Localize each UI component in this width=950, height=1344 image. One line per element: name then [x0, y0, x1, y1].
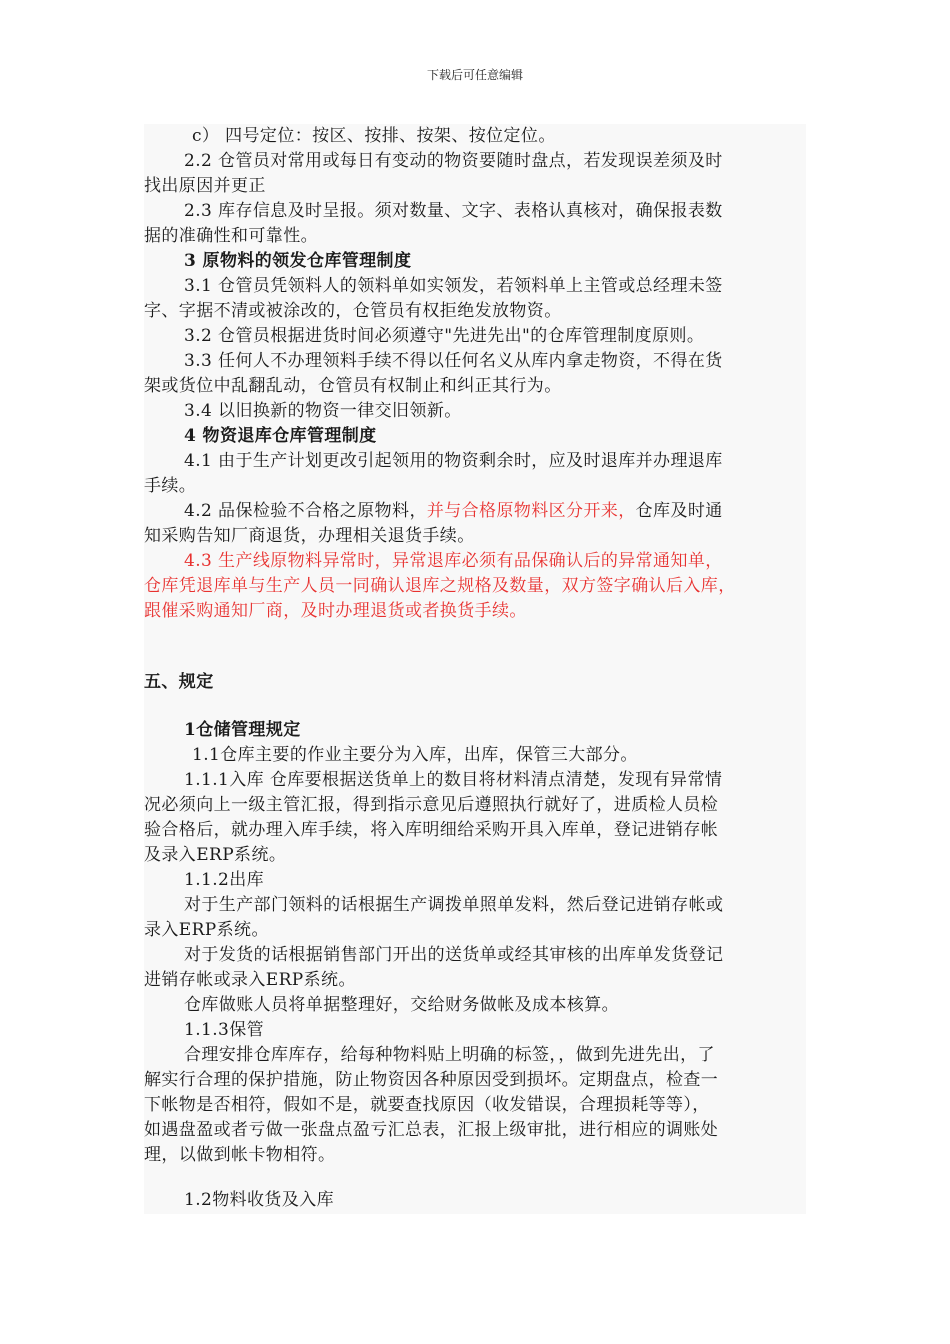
paragraph-2-2-line1: 2.2 仓管员对常用或每日有变动的物资要随时盘点，若发现误差须及时 — [184, 151, 723, 171]
paragraph-3-3-line2: 架或货位中乱翻乱动，仓管员有权制止和纠正其行为。 — [144, 376, 562, 396]
paragraph-4-2-highlight: 并与合格原物料区分开来， — [426, 501, 636, 521]
paragraph-1-1-1-line3: 验合格后，就办理入库手续，将入库明细给采购开具入库单，登记进销存帐 — [144, 820, 719, 840]
paragraph-2-3-line1: 2.3 库存信息及时呈报。须对数量、文字、表格认真核对，确保报表数 — [184, 201, 723, 221]
paragraph-1-1-1-line2: 况必须向上一级主管汇报，得到指示意见后遵照执行就好了，进质检人员检 — [144, 795, 719, 815]
paragraph-4-2-line2: 知采购告知厂商退货，办理相关退货手续。 — [144, 526, 475, 546]
paragraph-1-1: 1.1仓库主要的作业主要分为入库，出库，保管三大部分。 — [192, 745, 638, 765]
paragraph-4-3-line2: 仓库凭退库单与生产人员一同确认退库之规格及数量，双方签字确认后入库， — [144, 576, 736, 596]
paragraph-1-1-3-line3: 下帐物是否相符，假如不是，就要查找原因（收发错误，合理损耗等等）， — [144, 1095, 710, 1115]
section-5-title: 五、规定 — [144, 672, 214, 692]
paragraph-1-1-1-line1: 1.1.1入库 仓库要根据送货单上的数目将材料清点清楚，发现有异常情 — [184, 770, 723, 790]
paragraph-3-1-line1: 3.1 仓管员凭领料人的领料单如实领发，若领料单上主管或总经理未签 — [184, 276, 723, 296]
paragraph-1-1-2-c: 仓库做账人员将单据整理好，交给财务做帐及成本核算。 — [184, 995, 619, 1015]
paragraph-1-1-2-b-line1: 对于发货的话根据销售部门开出的送货单或经其审核的出库单发货登记 — [184, 945, 724, 965]
paragraph-3-3-line1: 3.3 任何人不办理领料手续不得以任何名义从库内拿走物资，不得在货 — [184, 351, 723, 371]
paragraph-2-2-line2: 找出原因并更正 — [144, 176, 266, 196]
paragraph-2-3-line2: 据的准确性和可靠性。 — [144, 226, 318, 246]
paragraph-4-2-part-a: 4.2 品保检验不合格之原物料， — [184, 501, 427, 521]
section-4-title: 4 物资退库仓库管理制度 — [184, 426, 377, 446]
paragraph-3-4: 3.4 以旧换新的物资一律交旧领新。 — [184, 401, 462, 421]
paragraph-4-2-line1 — [144, 499, 806, 524]
paragraph-4-1-line2: 手续。 — [144, 476, 197, 496]
paragraph-3-2: 3.2 仓管员根据进货时间必须遵守"先进先出"的仓库管理制度原则。 — [184, 326, 705, 346]
paragraph-4-1-line1: 4.1 由于生产计划更改引起领用的物资剩余时，应及时退库并办理退库 — [184, 451, 723, 471]
paragraph-4-2-part-b: 仓库及时通 — [635, 501, 723, 521]
section-2-continued — [144, 124, 806, 624]
paragraph-c: c） 四号定位：按区、按排、按架、按位定位。 — [192, 126, 556, 146]
paragraph-1-1-3-title: 1.1.3保管 — [184, 1020, 265, 1040]
section-1-2-block — [144, 1188, 806, 1213]
page-header: 下载后可任意编辑 — [426, 68, 523, 82]
subsection-1-title: 1仓储管理规定 — [184, 720, 301, 740]
paragraph-1-1-3-line4: 如遇盘盈或者亏做一张盘点盈亏汇总表，汇报上级审批，进行相应的调账处 — [144, 1120, 719, 1140]
paragraph-4-3-line3: 跟催采购通知厂商，及时办理退货或者换货手续。 — [144, 601, 527, 621]
section-5-body — [144, 718, 806, 1168]
paragraph-1-1-2-a-line1: 对于生产部门领料的话根据生产调拨单照单发料，然后登记进销存帐或 — [184, 895, 724, 915]
paragraph-1-1-2-b-line2: 进销存帐或录入ERP系统。 — [144, 970, 356, 990]
paragraph-1-1-1-line4: 及录入ERP系统。 — [144, 845, 287, 865]
paragraph-1-1-2-title: 1.1.2出库 — [184, 870, 265, 890]
paragraph-1-1-3-line5: 理，以做到帐卡物相符。 — [144, 1145, 336, 1165]
paragraph-3-1-line2: 字、字据不清或被涂改的，仓管员有权拒绝发放物资。 — [144, 301, 562, 321]
paragraph-1-1-3-line1: 合理安排仓库库存，给每种物料贴上明确的标签，，做到先进先出，了 — [184, 1045, 715, 1065]
section-3-title: 3 原物料的领发仓库管理制度 — [184, 251, 412, 271]
paragraph-1-2-title: 1.2物料收货及入库 — [184, 1190, 335, 1210]
paragraph-4-3-line1: 4.3 生产线原物料异常时，异常退库必须有品保确认后的异常通知单， — [184, 551, 723, 571]
paragraph-1-1-3-line2: 解实行合理的保护措施，防止物资因各种原因受到损坏。定期盘点，检查一 — [144, 1070, 719, 1090]
document-body — [144, 124, 806, 1214]
paragraph-1-1-2-a-line2: 录入ERP系统。 — [144, 920, 269, 940]
section-5-title-block — [144, 670, 806, 695]
